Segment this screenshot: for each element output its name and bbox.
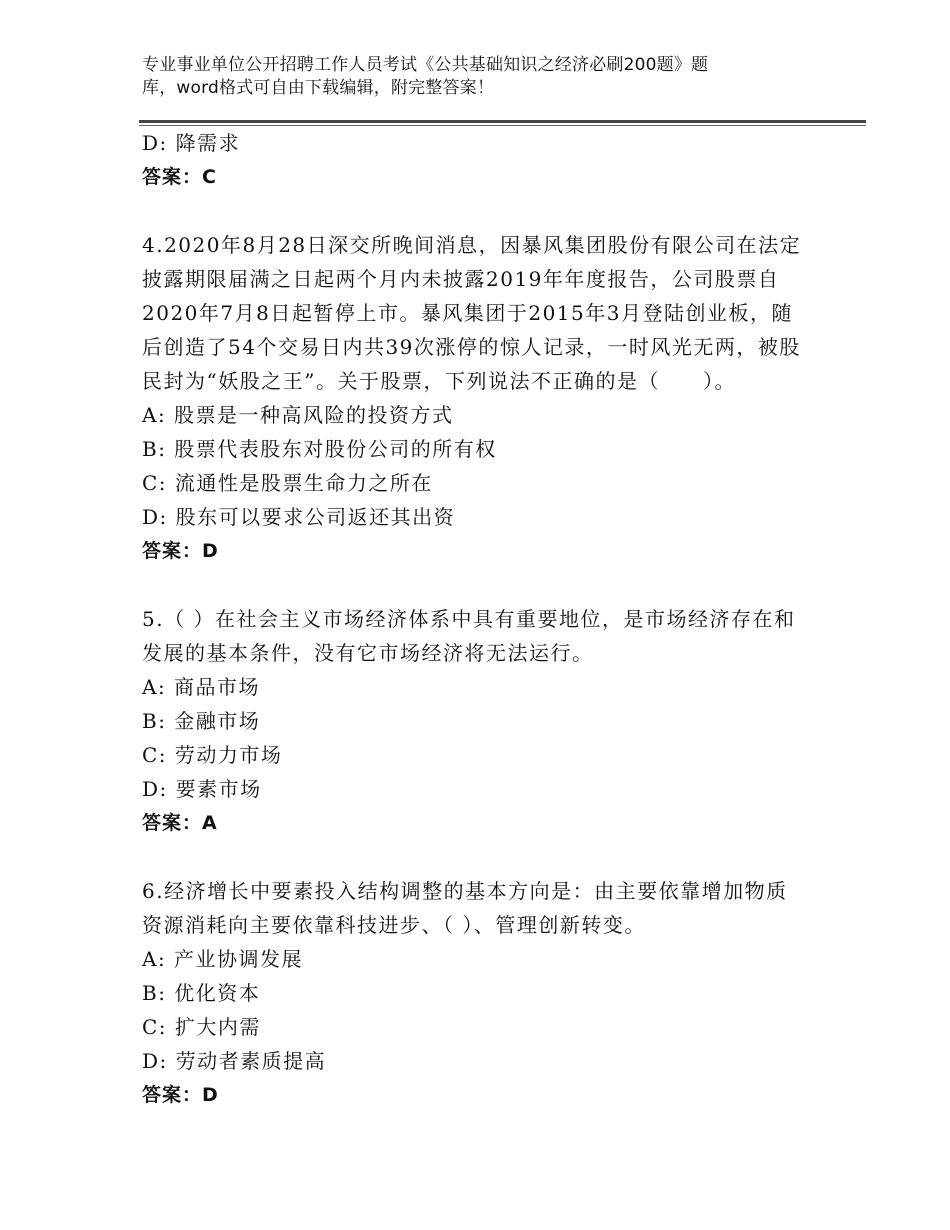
question-text: 披露期限届满之日起两个月内未披露2019年年度报告，公司股票自 <box>142 267 780 291</box>
question-block-3-tail <box>142 126 832 194</box>
block-spacer <box>142 194 832 228</box>
question-text: 2020年7月8日起暂停上市。暴风集团于2015年3月登陆创业板，随 <box>142 301 793 325</box>
option-a: A: 股票是一种高风险的投资方式 <box>142 403 454 427</box>
question-block-6 <box>142 874 832 1112</box>
question-text: 民封为“妖股之王”。关于股票，下列说法不正确的是（ ）。 <box>142 369 736 393</box>
option-d: D: 降需求 <box>142 131 241 155</box>
block-spacer <box>142 840 832 874</box>
answer-line: 答案：D <box>142 540 219 562</box>
option-c: C: 劳动力市场 <box>142 743 283 767</box>
answer-line: 答案：A <box>142 812 218 834</box>
answer-line: 答案：D <box>142 1084 219 1106</box>
question-text: 发展的基本条件，没有它市场经济将无法运行。 <box>142 641 594 665</box>
option-b: B: 股票代表股东对股份公司的所有权 <box>142 437 497 461</box>
option-c: C: 流通性是股票生命力之所在 <box>142 471 433 495</box>
question-text: 资源消耗向主要依靠科技进步、（ ）、管理创新转变。 <box>142 913 646 937</box>
question-block-4 <box>142 228 832 568</box>
answer-line: 答案：C <box>142 166 217 188</box>
option-a: A: 商品市场 <box>142 675 261 699</box>
option-b: B: 优化资本 <box>142 981 261 1005</box>
option-d: D: 劳动者素质提高 <box>142 1049 327 1073</box>
block-spacer <box>142 568 832 602</box>
option-b: B: 金融市场 <box>142 709 261 733</box>
document-header <box>142 54 782 100</box>
question-text: 4.2020年8月28日深交所晚间消息，因暴风集团股份有限公司在法定 <box>142 233 802 257</box>
question-block-5 <box>142 602 832 840</box>
option-d: D: 股东可以要求公司返还其出资 <box>142 505 456 529</box>
question-list <box>142 126 832 1112</box>
question-text: 6.经济增长中要素投入结构调整的基本方向是：由主要依靠增加物质 <box>142 879 788 903</box>
option-d: D: 要素市场 <box>142 777 262 801</box>
question-text: 后创造了54个交易日内共39次涨停的惊人记录，一时风光无两，被股 <box>142 335 801 359</box>
question-text: 5.（ ）在社会主义市场经济体系中具有重要地位，是市场经济存在和 <box>142 607 796 631</box>
option-a: A: 产业协调发展 <box>142 947 304 971</box>
header-rule-thick <box>139 120 866 123</box>
header-line-2: 库，word格式可自由下载编辑，附完整答案！ <box>142 78 495 98</box>
option-c: C: 扩大内需 <box>142 1015 261 1039</box>
header-line-1: 专业事业单位公开招聘工作人员考试《公共基础知识之经济必刷200题》题 <box>142 55 709 75</box>
